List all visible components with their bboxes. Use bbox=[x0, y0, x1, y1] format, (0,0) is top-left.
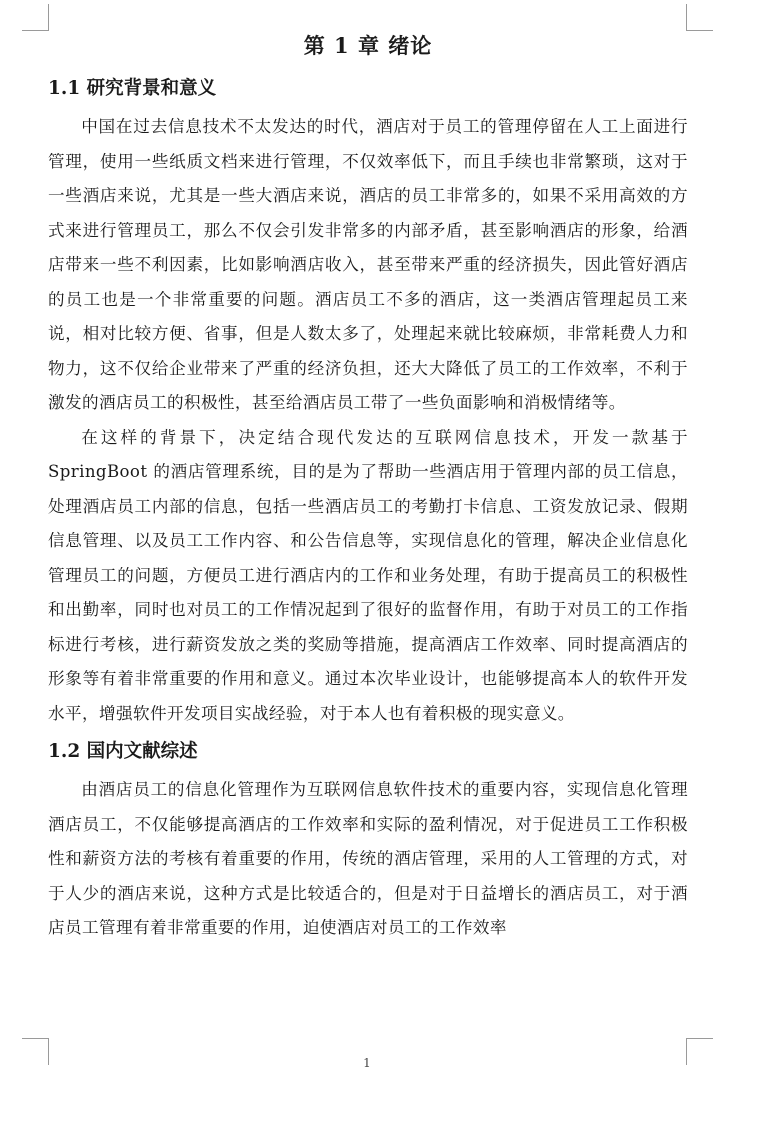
paragraph: 在这样的背景下，决定结合现代发达的互联网信息技术，开发一款基于 SpringBoot 的酒店管理系统，目的是为了帮助一些酒店用于管理内部的员工信息，处理酒店员工内部的信息，包括一些酒店员工的考勤打卡信息、工资发放记录、假期信息管理、以及员工工作内容、和公告信息等，实现信息化的管理，解决企业信息化管理员工的问题，方便员工进行酒店内的工作和业务处理，有助于提高员工的积极性和出勤率，同时也对员工的工作情况起到了很好的监督作用，有助于对员工的工作指标进行考核，进行薪资发放之类的奖励等措施，提高酒店工作效率、同时提高酒店的形象等有着非常重要的作用和意义。通过本次毕业设计，也能够提高本人的软件开发水平，增强软件开发项目实战经验，对于本人也有着积极的现实意义。 bbox=[48, 427, 688, 723]
section-literature-review bbox=[48, 731, 688, 946]
chapter-title: 第 1 章 绪论 bbox=[303, 33, 433, 58]
page-number: 1 bbox=[363, 1056, 371, 1070]
paragraph: 由酒店员工的信息化管理作为互联网信息软件技术的重要内容，实现信息化管理酒店员工，不仅能够提高酒店的工作效率和实际的盈利情况，对于促进员工工作积极性和薪资方法的考核有着重要的作用，传统的酒店管理，采用的人工管理的方式，对于人少的酒店来说，这种方式是比较适合的，但是对于日益增长的酒店员工，对于酒店员工管理有着非常重要的作用，迫使酒店对员工的工作效率 bbox=[48, 780, 688, 937]
section-heading: 1.1 研究背景和意义 bbox=[48, 78, 217, 99]
paragraph: 中国在过去信息技术不太发达的时代，酒店对于员工的管理停留在人工上面进行管理，使用一些纸质文档来进行管理，不仅效率低下，而且手续也非常繁琐，这对于一些酒店来说，尤其是一些大酒店来说，酒店的员工非常多的，如果不采用高效的方式来进行管理员工，那么不仅会引发非常多的内部矛盾，甚至影响酒店的形象，给酒店带来一些不利因素，比如影响酒店收入，甚至带来严重的经济损失，因此管好酒店的员工也是一个非常重要的问题。酒店员工不多的酒店，这一类酒店管理起员工来说，相对比较方便、省事，但是人数太多了，处理起来就比较麻烦，非常耗费人力和物力，这不仅给企业带来了严重的经济负担，还大大降低了员工的工作效率，不利于激发的酒店员工的积极性，甚至给酒店员工带了一些负面影响和消极情绪等。 bbox=[48, 117, 688, 412]
page-content bbox=[48, 24, 688, 946]
crop-mark-top-left bbox=[22, 4, 49, 31]
section-background bbox=[48, 68, 688, 731]
crop-mark-top-right bbox=[686, 4, 713, 31]
section-heading: 1.2 国内文献综述 bbox=[48, 741, 198, 762]
